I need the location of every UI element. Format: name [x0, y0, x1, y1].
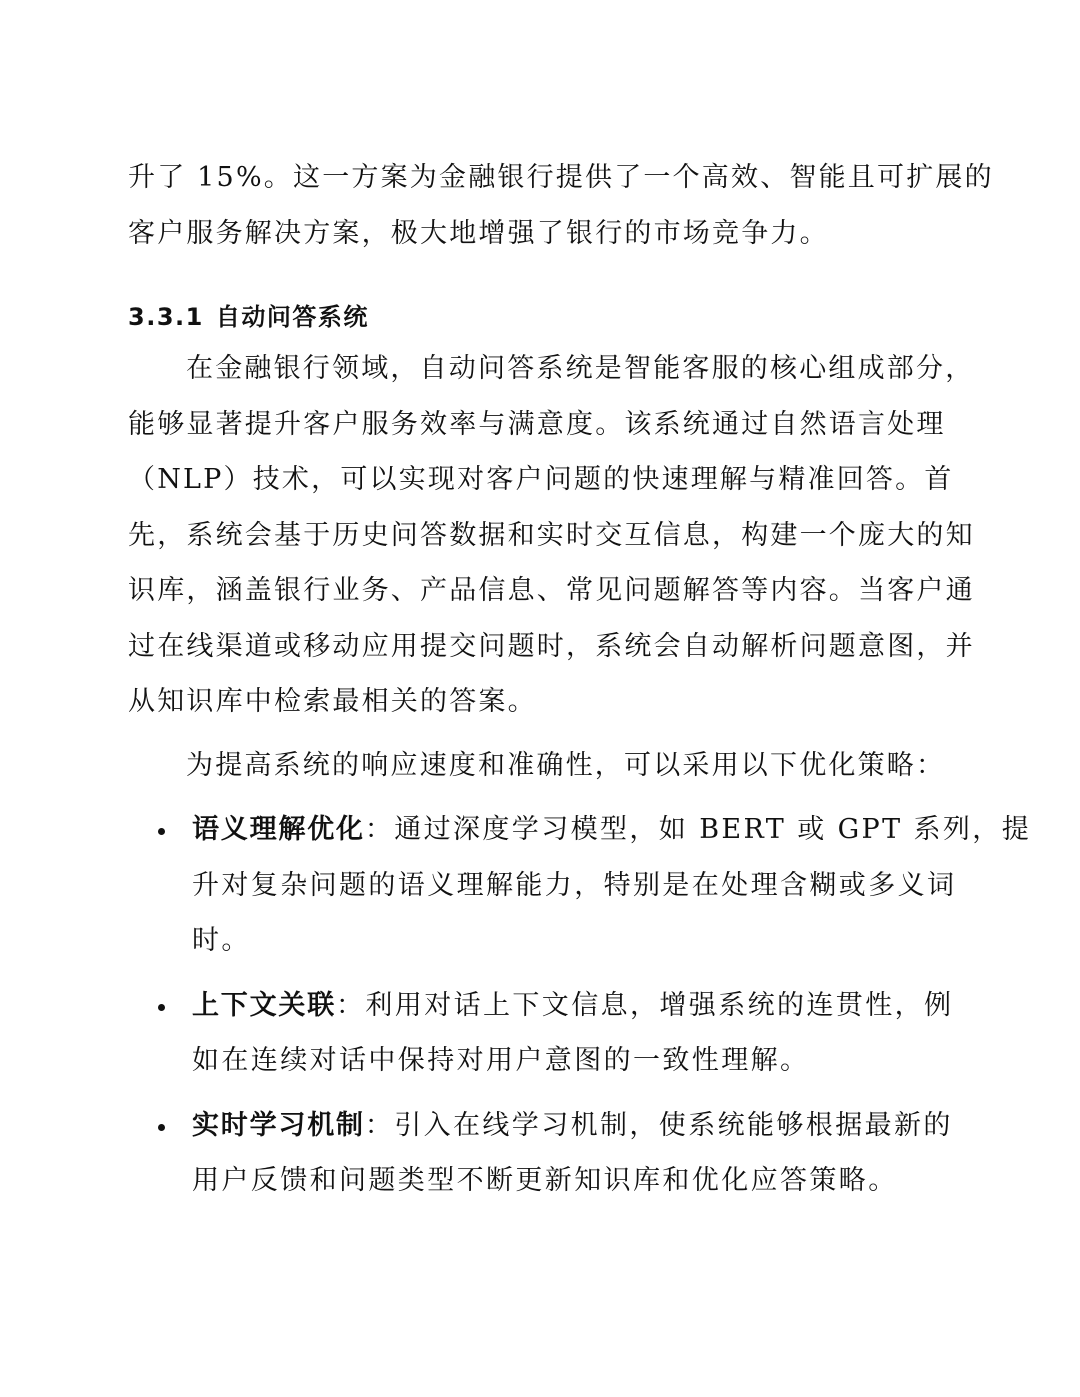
list-item-term: 上下文关联	[192, 989, 336, 1021]
list-item-line	[192, 802, 1032, 858]
list-item-line: 用户反馈和问题类型不断更新知识库和优化应答策略。	[192, 1165, 898, 1196]
paragraph-line: 升了 15%。这一方案为金融银行提供了一个高效、智能且可扩展的	[128, 162, 994, 193]
section-number: 3.3.1	[128, 303, 204, 331]
document-page	[128, 150, 1032, 1209]
list-item-line	[192, 978, 954, 1034]
list-item-text: ：利用对话上下文信息，增强系统的连贯性，例	[336, 989, 954, 1021]
strategy-intro: 为提高系统的响应速度和准确性，可以采用以下优化策略：	[186, 749, 946, 781]
paragraph-line: 识库，涵盖银行业务、产品信息、常见问题解答等内容。当客户通	[128, 575, 975, 606]
paragraph-line: 客户服务解决方案，极大地增强了银行的市场竞争力。	[128, 217, 829, 249]
paragraph-line: 在金融银行领域，自动问答系统是智能客服的核心组成部分，	[186, 353, 975, 384]
paragraph-line: 能够显著提升客户服务效率与满意度。该系统通过自然语言处理	[128, 408, 946, 440]
list-item-text: ：通过深度学习模型，如 BERT 或 GPT 系列，提	[364, 814, 1032, 845]
paragraph-line: 过在线渠道或移动应用提交问题时，系统会自动解析问题意图，并	[128, 630, 975, 662]
body-paragraph	[128, 341, 975, 730]
list-item-term: 语义理解优化	[192, 814, 365, 845]
list-item-text: ：引入在线学习机制，使系统能够根据最新的	[364, 1109, 953, 1141]
list-item	[128, 802, 1032, 969]
paragraph-line: 从知识库中检索最相关的答案。	[128, 686, 537, 717]
intro-paragraph	[128, 150, 994, 261]
paragraph-line: （NLP）技术，可以实现对客户问题的快速理解与精准回答。首	[128, 464, 954, 495]
list-item-term: 实时学习机制	[192, 1109, 365, 1141]
list-item-line	[192, 1098, 953, 1154]
list-item-line: 如在连续对话中保持对用户意图的一致性理解。	[192, 1045, 810, 1076]
paragraph-line: 先，系统会基于历史问答数据和实时交互信息，构建一个庞大的知	[128, 519, 975, 551]
list-item-line: 时。	[192, 925, 251, 956]
list-item	[128, 1098, 953, 1209]
bullet-icon	[158, 1124, 165, 1131]
section-title: 自动问答系统	[215, 303, 369, 331]
list-item-line: 升对复杂问题的语义理解能力，特别是在处理含糊或多义词	[192, 869, 957, 901]
bullet-icon	[158, 828, 165, 835]
list-item	[128, 978, 954, 1089]
section-heading	[128, 301, 946, 333]
strategy-list	[128, 802, 1032, 1209]
bullet-icon	[158, 1004, 165, 1011]
